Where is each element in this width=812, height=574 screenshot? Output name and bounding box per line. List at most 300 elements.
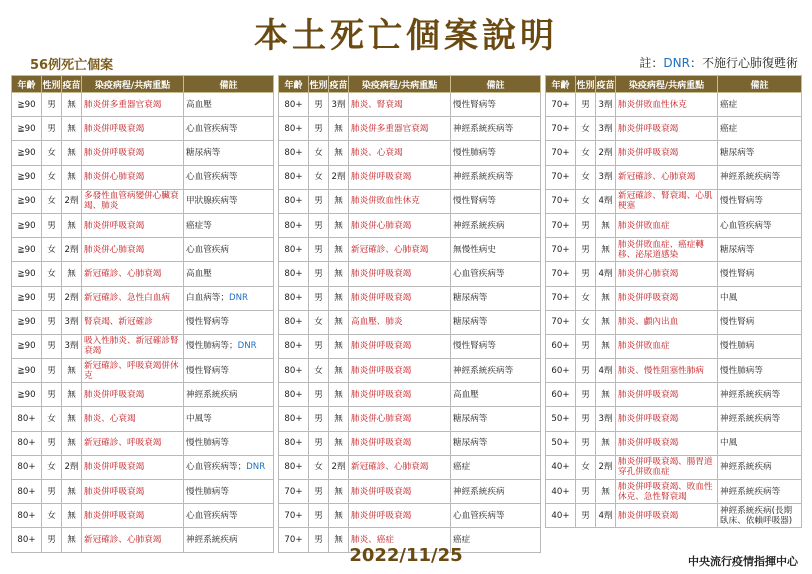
- vaccine-cell: [329, 431, 349, 455]
- vaccine-cell-text: 無: [67, 534, 76, 545]
- vaccine-cell: [329, 189, 349, 213]
- sex-cell-text: 女: [581, 123, 590, 134]
- remark-cell: [718, 262, 802, 286]
- course-cell-text: 吸入性肺炎、新冠確診腎衰竭: [84, 336, 179, 357]
- age-cell: [279, 286, 309, 310]
- dnr-tag: DNR: [228, 293, 249, 304]
- course-cell-text: 肺炎、顱內出血: [618, 317, 679, 328]
- vaccine-cell: [62, 117, 82, 141]
- course-cell: [349, 359, 451, 383]
- vaccine-cell-text: 無: [334, 486, 343, 497]
- course-cell: [349, 310, 451, 334]
- vaccine-cell: [62, 262, 82, 286]
- vaccine-cell-text: 4劑: [598, 268, 613, 279]
- page-title: 本土死亡個案說明: [254, 16, 558, 56]
- remark-cell-text: 中風: [720, 293, 738, 304]
- age-cell: [12, 286, 42, 310]
- case-count-subtitle: 56例死亡個案: [30, 58, 114, 73]
- sex-cell: [42, 334, 62, 358]
- remark-cell: [184, 238, 274, 262]
- course-cell: [82, 165, 184, 189]
- remark-cell: [718, 431, 802, 455]
- table-row: [12, 334, 274, 358]
- table-row: [279, 262, 541, 286]
- vaccine-cell: [329, 504, 349, 528]
- age-cell-text: 50+: [551, 414, 570, 425]
- course-cell-text: 肺炎併呼吸衰竭: [351, 486, 412, 497]
- sex-cell-text: 男: [314, 438, 323, 449]
- remark-cell-text: 心血管疾病: [186, 244, 229, 255]
- age-cell-text: 70+: [551, 244, 570, 255]
- table-row: [12, 117, 274, 141]
- remark-cell-text: 白血病等；: [186, 293, 229, 304]
- vaccine-cell: [62, 165, 82, 189]
- vaccine-cell: [62, 141, 82, 165]
- course-cell: [82, 310, 184, 334]
- remark-cell-text: 神經系統疾病等: [720, 414, 781, 425]
- age-cell: [546, 165, 576, 189]
- course-cell: [616, 286, 718, 310]
- course-cell: [616, 238, 718, 262]
- sex-cell-text: 男: [314, 293, 323, 304]
- course-cell-text: 高血壓、肺炎: [351, 317, 403, 328]
- vaccine-cell: [329, 213, 349, 237]
- course-cell-text: 肺炎、腎衰竭: [351, 99, 403, 110]
- age-cell: [12, 407, 42, 431]
- remark-cell: [184, 286, 274, 310]
- age-cell: [12, 141, 42, 165]
- sex-cell-text: 女: [581, 172, 590, 183]
- remark-cell-text: 中風: [720, 438, 738, 449]
- vaccine-cell-text: 無: [334, 244, 343, 255]
- vaccine-cell-text: 無: [334, 317, 343, 328]
- remark-cell: [451, 262, 541, 286]
- vaccine-cell: [329, 165, 349, 189]
- course-cell: [349, 431, 451, 455]
- course-cell-text: 肺炎併心肺衰竭: [351, 414, 412, 425]
- vaccine-cell-text: 無: [334, 438, 343, 449]
- table-row: [12, 431, 274, 455]
- vaccine-cell: [596, 334, 616, 358]
- course-cell: [616, 213, 718, 237]
- age-cell-text: 80+: [17, 510, 36, 521]
- course-cell: [82, 238, 184, 262]
- table-row: [546, 334, 802, 358]
- vaccine-cell-text: 4劑: [598, 196, 613, 207]
- course-cell: [616, 334, 718, 358]
- course-cell: [349, 262, 451, 286]
- vaccine-cell-text: 無: [601, 486, 610, 497]
- remark-cell-text: 高血壓: [453, 389, 479, 400]
- remark-cell: [718, 359, 802, 383]
- course-cell: [616, 431, 718, 455]
- sex-cell: [576, 189, 596, 213]
- vaccine-cell: [329, 359, 349, 383]
- age-cell: [546, 213, 576, 237]
- table-row: [279, 407, 541, 431]
- table-row: [546, 504, 802, 528]
- sex-cell: [576, 238, 596, 262]
- sex-cell-text: 男: [47, 317, 56, 328]
- remark-cell-text: 慢性腎病等: [453, 99, 496, 110]
- remark-cell: [184, 407, 274, 431]
- sex-cell: [576, 431, 596, 455]
- course-cell: [616, 480, 718, 504]
- age-cell-text: ≧90: [17, 293, 36, 304]
- age-cell-text: ≧90: [17, 172, 36, 183]
- course-cell-text: 肺炎併呼吸衰竭、敗血性休克、急性腎衰竭: [618, 481, 713, 502]
- sex-cell-text: 女: [47, 510, 56, 521]
- table-row: [546, 93, 802, 117]
- header-col-age: 年齡: [546, 76, 576, 93]
- table-row: [279, 310, 541, 334]
- course-cell: [82, 286, 184, 310]
- table-row: [546, 383, 802, 407]
- age-cell-text: 60+: [551, 341, 570, 352]
- remark-cell: [184, 141, 274, 165]
- sex-cell: [42, 407, 62, 431]
- remark-cell: [451, 141, 541, 165]
- remark-cell: [718, 455, 802, 479]
- sex-cell-text: 男: [581, 341, 590, 352]
- sex-cell: [576, 286, 596, 310]
- age-cell: [546, 189, 576, 213]
- remark-cell: [451, 407, 541, 431]
- age-cell: [12, 431, 42, 455]
- sex-cell: [309, 213, 329, 237]
- sex-cell: [576, 359, 596, 383]
- course-cell: [616, 141, 718, 165]
- course-cell-text: 肺炎併呼吸衰竭: [351, 293, 412, 304]
- table-header-row: [546, 76, 802, 93]
- table-row: [279, 117, 541, 141]
- table-row: [279, 504, 541, 528]
- course-cell-text: 新冠確診、急性白血病: [84, 293, 170, 304]
- table-row: [279, 238, 541, 262]
- course-cell-text: 肺炎併心肺衰竭: [84, 244, 145, 255]
- remark-cell: [184, 431, 274, 455]
- sex-cell: [576, 310, 596, 334]
- remark-cell: [718, 93, 802, 117]
- vaccine-cell: [329, 93, 349, 117]
- age-cell: [546, 455, 576, 479]
- course-cell: [616, 383, 718, 407]
- header-col-remark: 備註: [718, 76, 802, 93]
- age-cell: [279, 480, 309, 504]
- age-cell-text: 80+: [284, 341, 303, 352]
- vaccine-cell: [62, 383, 82, 407]
- remark-cell-text: 神經系統疾病: [186, 389, 238, 400]
- table-row: [546, 480, 802, 504]
- remark-cell-text: 癌症: [453, 534, 471, 545]
- remark-cell: [451, 189, 541, 213]
- remark-cell-text: 慢性肺病等: [453, 147, 496, 158]
- sex-cell-text: 男: [47, 220, 56, 231]
- vaccine-cell-text: 2劑: [64, 293, 79, 304]
- sex-cell-text: 男: [47, 123, 56, 134]
- sex-cell: [309, 359, 329, 383]
- table-row: [279, 213, 541, 237]
- remark-cell: [184, 455, 274, 479]
- vaccine-cell: [596, 213, 616, 237]
- age-cell: [546, 310, 576, 334]
- sex-cell: [309, 407, 329, 431]
- age-cell-text: 80+: [284, 389, 303, 400]
- header-col-age: 年齡: [279, 76, 309, 93]
- age-cell: [279, 238, 309, 262]
- vaccine-cell: [596, 455, 616, 479]
- course-cell-text: 肺炎併呼吸衰竭: [84, 147, 145, 158]
- age-cell: [546, 262, 576, 286]
- remark-cell: [718, 117, 802, 141]
- course-cell-text: 肺炎併呼吸衰竭: [618, 147, 679, 158]
- vaccine-cell: [329, 238, 349, 262]
- course-cell-text: 肺炎併敗血症、癌症轉移、泌尿道感染: [618, 239, 704, 260]
- sex-cell-text: 男: [314, 268, 323, 279]
- remark-cell-text: 慢性肺病等: [186, 438, 229, 449]
- dnr-tag: DNR: [237, 341, 257, 352]
- remark-cell: [718, 238, 802, 262]
- course-cell-text: 肺炎併敗血症: [618, 341, 670, 352]
- sex-cell: [576, 407, 596, 431]
- table-row: [546, 117, 802, 141]
- vaccine-cell-text: 3劑: [598, 123, 613, 134]
- vaccine-cell-text: 3劑: [64, 317, 79, 328]
- vaccine-cell-text: 無: [67, 365, 76, 376]
- dnr-note: [639, 54, 798, 71]
- course-cell: [349, 504, 451, 528]
- vaccine-cell-text: 3劑: [64, 341, 79, 352]
- remark-cell-text: 慢性腎病: [720, 268, 755, 279]
- vaccine-cell: [596, 165, 616, 189]
- age-cell: [12, 165, 42, 189]
- course-cell-text: 肺炎併呼吸衰竭: [618, 293, 679, 304]
- sex-cell-text: 女: [581, 147, 590, 158]
- vaccine-cell-text: 無: [601, 389, 610, 400]
- remark-cell-text: 神經系統疾病: [453, 486, 505, 497]
- course-cell: [82, 262, 184, 286]
- remark-cell-text: 慢性肺病等: [186, 486, 229, 497]
- age-cell: [279, 93, 309, 117]
- age-cell-text: 80+: [284, 99, 303, 110]
- remark-cell: [184, 359, 274, 383]
- remark-cell: [184, 383, 274, 407]
- remark-cell: [184, 262, 274, 286]
- sex-cell-text: 女: [47, 268, 56, 279]
- sex-cell: [42, 117, 62, 141]
- vaccine-cell: [329, 383, 349, 407]
- vaccine-cell-text: 2劑: [598, 462, 613, 473]
- age-cell-text: 80+: [284, 317, 303, 328]
- course-cell-text: 肺炎併呼吸衰竭: [351, 365, 412, 376]
- vaccine-cell: [596, 407, 616, 431]
- remark-cell: [184, 213, 274, 237]
- dnr-tag: DNR: [246, 462, 266, 473]
- age-cell: [279, 455, 309, 479]
- course-cell: [349, 480, 451, 504]
- remark-cell-text: 神經系統疾病: [720, 462, 772, 473]
- header-col-age: 年齡: [12, 76, 42, 93]
- vaccine-cell: [329, 262, 349, 286]
- remark-cell: [184, 189, 274, 213]
- vaccine-cell: [62, 238, 82, 262]
- course-cell-text: 肺炎併心肺衰竭: [618, 268, 679, 279]
- age-cell: [546, 407, 576, 431]
- course-cell: [82, 480, 184, 504]
- vaccine-cell-text: 無: [67, 486, 76, 497]
- sex-cell-text: 男: [314, 510, 323, 521]
- age-cell: [546, 431, 576, 455]
- vaccine-cell: [596, 504, 616, 528]
- vaccine-cell-text: 無: [334, 510, 343, 521]
- age-cell: [12, 504, 42, 528]
- sex-cell-text: 男: [47, 389, 56, 400]
- remark-cell-text: 中風等: [186, 414, 212, 425]
- course-cell: [616, 359, 718, 383]
- vaccine-cell: [329, 310, 349, 334]
- course-cell: [349, 407, 451, 431]
- vaccine-cell-text: 無: [67, 147, 76, 158]
- vaccine-cell: [596, 359, 616, 383]
- sex-cell-text: 男: [581, 389, 590, 400]
- remark-cell: [184, 93, 274, 117]
- remark-cell-text: 神經系統疾病: [186, 534, 238, 545]
- age-cell-text: ≧90: [17, 123, 36, 134]
- course-cell-text: 新冠確診、心肺衰竭: [84, 534, 162, 545]
- header-col-sex: 性別: [309, 76, 329, 93]
- remark-cell-text: 糖尿病等: [453, 293, 488, 304]
- remark-cell-text: 心血管疾病等；: [186, 462, 247, 473]
- course-cell-text: 肺炎併呼吸衰竭: [351, 438, 412, 449]
- remark-cell-text: 神經系統疾病等: [720, 389, 781, 400]
- vaccine-cell: [596, 189, 616, 213]
- vaccine-cell-text: 3劑: [598, 99, 613, 110]
- course-cell: [82, 334, 184, 358]
- table-row: [279, 359, 541, 383]
- header-col-sex: 性別: [42, 76, 62, 93]
- course-cell: [349, 455, 451, 479]
- vaccine-cell-text: 無: [334, 365, 343, 376]
- vaccine-cell-text: 2劑: [598, 147, 613, 158]
- age-cell: [12, 262, 42, 286]
- age-cell: [12, 189, 42, 213]
- age-cell-text: ≧90: [17, 244, 36, 255]
- remark-cell: [451, 504, 541, 528]
- sex-cell-text: 男: [47, 99, 56, 110]
- course-cell-text: 新冠確診、腎衰竭、心肌梗塞: [618, 191, 713, 212]
- course-cell-text: 肺炎併呼吸衰竭: [84, 486, 145, 497]
- remark-cell-text: 慢性腎病等: [186, 317, 229, 328]
- age-cell-text: 60+: [551, 389, 570, 400]
- sex-cell-text: 男: [314, 99, 323, 110]
- remark-cell: [451, 165, 541, 189]
- report-date: 2022/11/25: [349, 545, 463, 566]
- header-col-vaccine: 疫苗: [596, 76, 616, 93]
- table-row: [12, 286, 274, 310]
- course-cell: [82, 213, 184, 237]
- table-row: [279, 431, 541, 455]
- sex-cell: [576, 383, 596, 407]
- vaccine-cell: [329, 141, 349, 165]
- age-cell-text: ≧90: [17, 147, 36, 158]
- table-row: [279, 455, 541, 479]
- case-table-1: [11, 75, 274, 553]
- remark-cell-text: 癌症: [720, 99, 738, 110]
- age-cell-text: 40+: [551, 510, 570, 521]
- sex-cell: [309, 238, 329, 262]
- vaccine-cell-text: 無: [334, 293, 343, 304]
- course-cell-text: 新冠確診、心肺衰竭: [618, 172, 696, 183]
- header-col-remark: 備註: [451, 76, 541, 93]
- sex-cell-text: 男: [314, 244, 323, 255]
- sex-cell-text: 男: [47, 486, 56, 497]
- age-cell-text: 70+: [551, 220, 570, 231]
- course-cell-text: 肺炎、癌症: [351, 534, 394, 545]
- table-row: [546, 165, 802, 189]
- course-cell: [82, 141, 184, 165]
- remark-cell-text: 高血壓: [186, 99, 212, 110]
- remark-cell-text: 糖尿病等: [453, 438, 488, 449]
- table-row: [12, 189, 274, 213]
- course-cell: [82, 117, 184, 141]
- course-cell-text: 肺炎併呼吸衰竭: [84, 510, 145, 521]
- table-row: [546, 359, 802, 383]
- age-cell-text: 80+: [284, 462, 303, 473]
- vaccine-cell: [62, 359, 82, 383]
- vaccine-cell: [62, 431, 82, 455]
- vaccine-cell-text: 無: [334, 341, 343, 352]
- table-row: [12, 407, 274, 431]
- age-cell: [279, 213, 309, 237]
- sex-cell: [309, 431, 329, 455]
- age-cell-text: 80+: [284, 123, 303, 134]
- vaccine-cell: [596, 238, 616, 262]
- table-row: [279, 286, 541, 310]
- course-cell-text: 肺炎併呼吸衰竭: [351, 268, 412, 279]
- remark-cell-text: 神經系統疾病等: [453, 365, 514, 376]
- age-cell: [546, 504, 576, 528]
- table-row: [546, 141, 802, 165]
- remark-cell-text: 神經系統疾病等: [453, 123, 514, 134]
- sex-cell: [42, 359, 62, 383]
- header-col-vaccine: 疫苗: [329, 76, 349, 93]
- vaccine-cell-text: 無: [67, 99, 76, 110]
- vaccine-cell-text: 2劑: [64, 244, 79, 255]
- remark-cell: [718, 480, 802, 504]
- age-cell-text: 60+: [551, 365, 570, 376]
- sex-cell-text: 男: [581, 438, 590, 449]
- course-cell-text: 肺炎併呼吸衰竭: [84, 220, 145, 231]
- sex-cell: [309, 480, 329, 504]
- course-cell-text: 新冠確診、呼吸衰竭併休克: [84, 360, 179, 381]
- vaccine-cell-text: 無: [334, 220, 343, 231]
- age-cell: [279, 407, 309, 431]
- vaccine-cell-text: 3劑: [331, 99, 346, 110]
- remark-cell-text: 神經系統疾病等: [720, 172, 781, 183]
- header-col-course: 染疫病程/共病重點: [616, 76, 718, 93]
- remark-cell: [451, 117, 541, 141]
- course-cell-text: 肺炎併呼吸衰竭: [618, 414, 679, 425]
- sex-cell: [309, 310, 329, 334]
- table-row: [546, 189, 802, 213]
- age-cell: [546, 359, 576, 383]
- age-cell-text: 80+: [284, 414, 303, 425]
- sex-cell-text: 男: [314, 389, 323, 400]
- table-row: [12, 359, 274, 383]
- remark-cell: [718, 504, 802, 528]
- sex-cell-text: 男: [581, 486, 590, 497]
- age-cell-text: 70+: [551, 172, 570, 183]
